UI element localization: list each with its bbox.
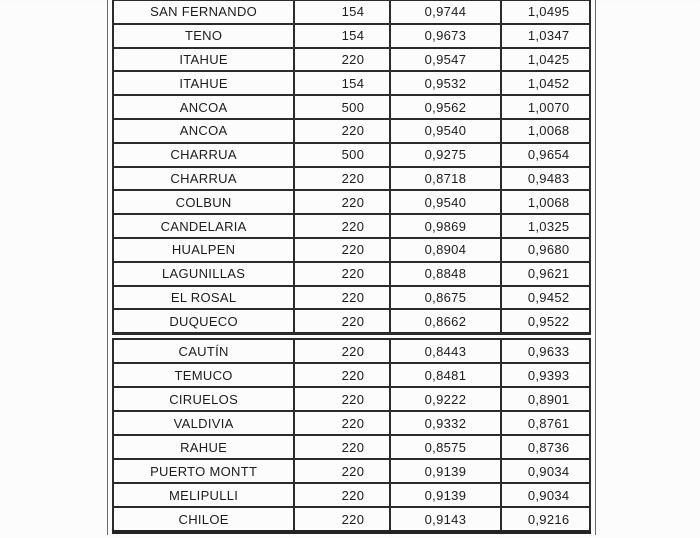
station-name-cell: RAHUE <box>113 435 294 459</box>
station-name-cell: ANCOA <box>113 119 294 143</box>
value-col3-cell: 0,9222 <box>390 387 502 411</box>
station-name-cell: ITAHUE <box>113 48 294 72</box>
table-row <box>113 286 590 310</box>
table-row <box>113 507 590 532</box>
station-name-cell: EL ROSAL <box>113 286 294 310</box>
value-col4-cell: 0,9393 <box>501 363 590 387</box>
voltage-kv-cell: 220 <box>294 262 389 286</box>
value-col3-cell: 0,8481 <box>390 363 502 387</box>
table-row <box>113 143 590 167</box>
value-col4-cell: 0,9633 <box>501 339 590 363</box>
voltage-kv-cell: 220 <box>294 286 389 310</box>
station-name-cell: ITAHUE <box>113 71 294 95</box>
table-row <box>113 459 590 483</box>
value-col3-cell: 0,9275 <box>390 143 502 167</box>
value-col3-cell: 0,9869 <box>390 214 502 238</box>
value-col4-cell: 1,0425 <box>501 48 590 72</box>
station-name-cell: TEMUCO <box>113 363 294 387</box>
voltage-table-block-2 <box>112 338 591 534</box>
voltage-kv-cell: 220 <box>294 48 389 72</box>
value-col3-cell: 0,9547 <box>390 48 502 72</box>
value-col3-cell: 0,9744 <box>390 0 502 24</box>
voltage-kv-cell: 220 <box>294 238 389 262</box>
table-row <box>113 483 590 507</box>
value-col3-cell: 0,8662 <box>390 309 502 333</box>
value-col3-cell: 0,8575 <box>390 435 502 459</box>
value-col3-cell: 0,8675 <box>390 286 502 310</box>
value-col4-cell: 0,8901 <box>501 387 590 411</box>
value-col3-cell: 0,9139 <box>390 459 502 483</box>
value-col3-cell: 0,9139 <box>390 483 502 507</box>
voltage-kv-cell: 220 <box>294 119 389 143</box>
voltage-table-wrapper <box>107 0 596 535</box>
voltage-kv-cell: 220 <box>294 411 389 435</box>
table-row <box>113 435 590 459</box>
value-col4-cell: 0,9034 <box>501 483 590 507</box>
value-col4-cell: 1,0325 <box>501 214 590 238</box>
value-col4-cell: 0,8761 <box>501 411 590 435</box>
table-row <box>113 71 590 95</box>
value-col4-cell: 1,0495 <box>501 0 590 24</box>
value-col4-cell: 0,9522 <box>501 309 590 333</box>
table-row <box>113 339 590 363</box>
voltage-kv-cell: 220 <box>294 435 389 459</box>
voltage-kv-cell: 220 <box>294 459 389 483</box>
voltage-kv-cell: 220 <box>294 483 389 507</box>
station-name-cell: TENO <box>113 24 294 48</box>
value-col4-cell: 0,9621 <box>501 262 590 286</box>
voltage-kv-cell: 500 <box>294 143 389 167</box>
table-row <box>113 119 590 143</box>
value-col3-cell: 0,8904 <box>390 238 502 262</box>
table-row <box>113 309 590 333</box>
voltage-kv-cell: 220 <box>294 214 389 238</box>
table-row <box>113 95 590 119</box>
station-name-cell: LAGUNILLAS <box>113 262 294 286</box>
voltage-kv-cell: 500 <box>294 95 389 119</box>
voltage-kv-cell: 220 <box>294 190 389 214</box>
station-name-cell: PUERTO MONTT <box>113 459 294 483</box>
table-row <box>113 0 590 24</box>
voltage-kv-cell: 220 <box>294 363 389 387</box>
station-name-cell: COLBUN <box>113 190 294 214</box>
voltage-kv-cell: 220 <box>294 507 389 532</box>
table-row <box>113 238 590 262</box>
value-col3-cell: 0,9562 <box>390 95 502 119</box>
value-col3-cell: 0,9143 <box>390 507 502 532</box>
table-row <box>113 363 590 387</box>
voltage-kv-cell: 220 <box>294 339 389 363</box>
table-row <box>113 190 590 214</box>
table-row <box>113 24 590 48</box>
voltage-kv-cell: 154 <box>294 0 389 24</box>
value-col4-cell: 0,9654 <box>501 143 590 167</box>
station-name-cell: CHARRUA <box>113 143 294 167</box>
table-row <box>113 167 590 191</box>
value-col4-cell: 1,0452 <box>501 71 590 95</box>
value-col4-cell: 1,0068 <box>501 119 590 143</box>
station-name-cell: SAN FERNANDO <box>113 0 294 24</box>
value-col3-cell: 0,9540 <box>390 190 502 214</box>
table-row <box>113 48 590 72</box>
station-name-cell: CHARRUA <box>113 167 294 191</box>
voltage-kv-cell: 220 <box>294 387 389 411</box>
station-name-cell: VALDIVIA <box>113 411 294 435</box>
voltage-kv-cell: 154 <box>294 24 389 48</box>
value-col4-cell: 1,0068 <box>501 190 590 214</box>
table-row <box>113 262 590 286</box>
value-col4-cell: 0,9034 <box>501 459 590 483</box>
value-col3-cell: 0,8443 <box>390 339 502 363</box>
value-col4-cell: 1,0347 <box>501 24 590 48</box>
station-name-cell: DUQUECO <box>113 309 294 333</box>
station-name-cell: CIRUELOS <box>113 387 294 411</box>
value-col4-cell: 0,8736 <box>501 435 590 459</box>
table-row <box>113 411 590 435</box>
station-name-cell: CHILOE <box>113 507 294 532</box>
station-name-cell: CANDELARIA <box>113 214 294 238</box>
station-name-cell: MELIPULLI <box>113 483 294 507</box>
value-col4-cell: 1,0070 <box>501 95 590 119</box>
value-col3-cell: 0,9540 <box>390 119 502 143</box>
station-name-cell: HUALPEN <box>113 238 294 262</box>
voltage-kv-cell: 220 <box>294 167 389 191</box>
value-col4-cell: 0,9483 <box>501 167 590 191</box>
value-col3-cell: 0,9673 <box>390 24 502 48</box>
value-col4-cell: 0,9216 <box>501 507 590 532</box>
voltage-table-block-1 <box>112 0 591 335</box>
table-row <box>113 387 590 411</box>
station-name-cell: CAUTÍN <box>113 339 294 363</box>
station-name-cell: ANCOA <box>113 95 294 119</box>
value-col4-cell: 0,9680 <box>501 238 590 262</box>
voltage-kv-cell: 220 <box>294 309 389 333</box>
value-col4-cell: 0,9452 <box>501 286 590 310</box>
value-col3-cell: 0,8848 <box>390 262 502 286</box>
value-col3-cell: 0,8718 <box>390 167 502 191</box>
voltage-kv-cell: 154 <box>294 71 389 95</box>
table-row <box>113 214 590 238</box>
value-col3-cell: 0,9332 <box>390 411 502 435</box>
value-col3-cell: 0,9532 <box>390 71 502 95</box>
